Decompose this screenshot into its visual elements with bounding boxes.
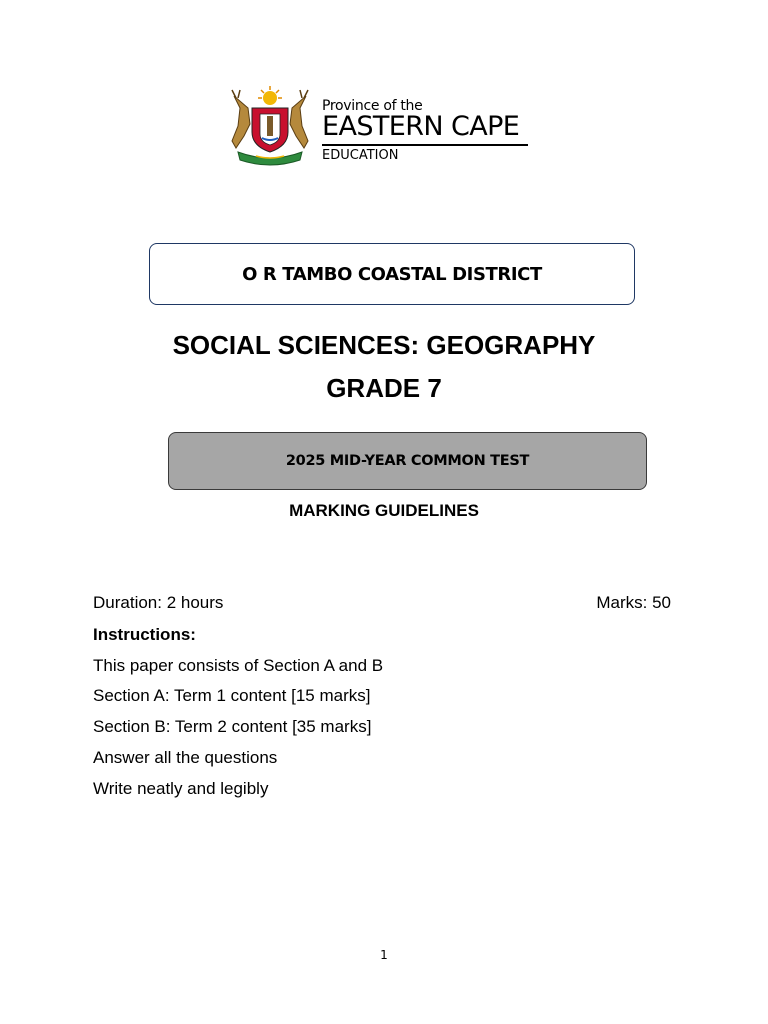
duration-text: Duration: 2 hours [93,593,224,612]
logo-divider [322,144,528,146]
instruction-item: Section A: Term 1 content [15 marks] [93,686,371,705]
instruction-item: Write neatly and legibly [93,779,269,798]
test-title: 2025 MID-YEAR COMMON TEST [285,453,530,469]
district-name: O R TAMBO COASTAL DISTRICT [242,263,542,285]
district-box [149,243,635,305]
eastern-cape-logo [220,86,532,168]
instruction-item: Section B: Term 2 content [35 marks] [93,717,372,736]
logo-eastern-cape-text: EASTERN CAPE [322,111,520,142]
subject-title: SOCIAL SCIENCES: GEOGRAPHY [172,330,596,360]
instruction-item: Answer all the questions [93,748,278,767]
duration-marks-row [93,593,671,613]
instructions-heading: Instructions: [93,625,196,644]
coat-of-arms-icon [220,86,320,168]
instruction-item: This paper consists of Section A and B [93,656,384,675]
logo-education-text: EDUCATION [322,147,399,163]
test-title-box [168,432,647,490]
marks-text: Marks: 50 [596,593,671,612]
document-type: MARKING GUIDELINES [289,501,479,520]
page-number: 1 [380,948,388,962]
grade-title: GRADE 7 [326,373,442,403]
logo-province-text: Province of the [322,98,423,114]
